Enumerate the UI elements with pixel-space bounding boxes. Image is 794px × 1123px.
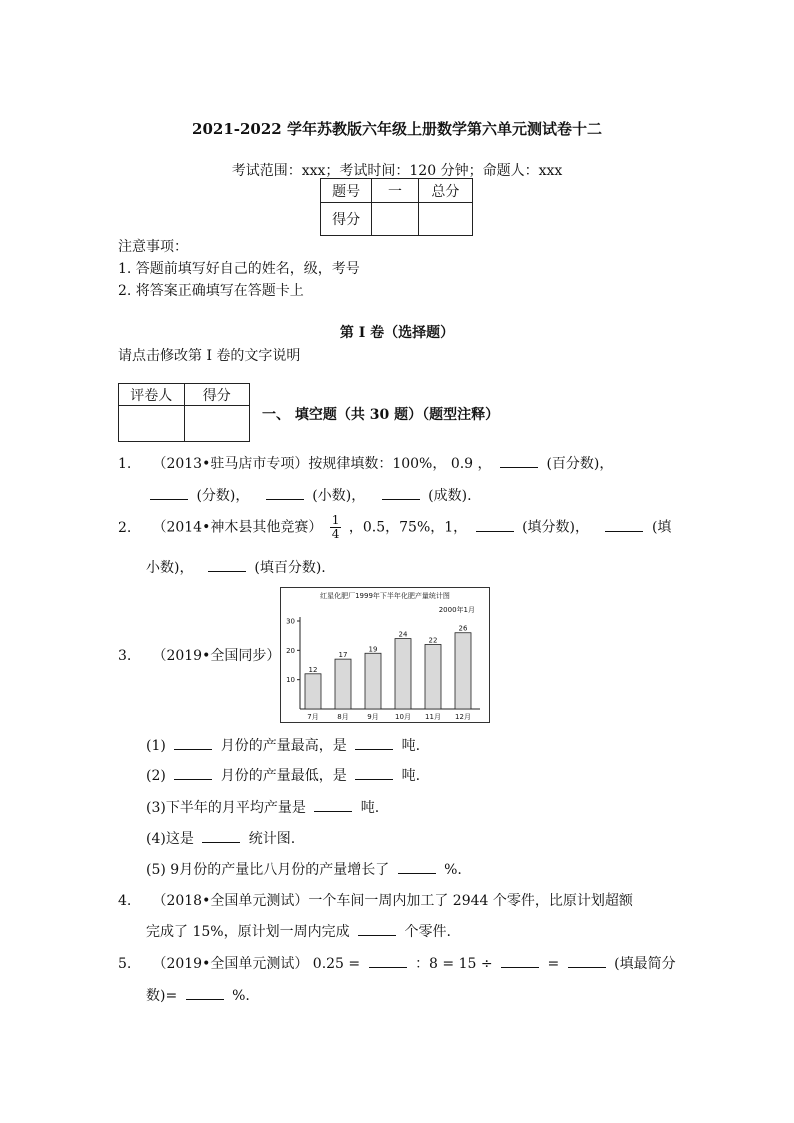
question-text: (成数). bbox=[428, 488, 472, 504]
x-tick-label: 9月 bbox=[367, 713, 379, 721]
bar-value-label: 26 bbox=[458, 624, 468, 633]
notes-item: 2. 将答案正确填写在答题卡上 bbox=[118, 283, 304, 299]
question-number: 4. bbox=[118, 893, 132, 909]
answer-blank[interactable] bbox=[208, 557, 246, 572]
question-text: 个零件. bbox=[404, 924, 451, 940]
question-2-line1 bbox=[118, 514, 671, 541]
answer-blank[interactable] bbox=[174, 735, 212, 750]
question-text: 完成了 15%，原计划一周内完成 bbox=[146, 924, 350, 940]
score-cell[interactable] bbox=[372, 203, 418, 236]
y-tick-label: 20 bbox=[286, 646, 295, 655]
question-text: (5) 9月份的产量比八月份的产量增长了 bbox=[146, 862, 390, 878]
question-text: (填最简分 bbox=[614, 956, 676, 972]
y-tick-label: 10 bbox=[286, 676, 295, 685]
section-title: 第 I 卷（选择题） bbox=[339, 325, 455, 341]
score-header-cell: 一 bbox=[372, 179, 418, 203]
question-text: 数)= bbox=[146, 988, 178, 1004]
score-header-cell: 题号 bbox=[321, 179, 372, 203]
question-number: 5. bbox=[118, 956, 132, 972]
answer-blank[interactable] bbox=[605, 517, 643, 532]
question-text: %. bbox=[232, 988, 250, 1004]
bar-value-label: 12 bbox=[308, 665, 318, 674]
question-number: 2. bbox=[118, 519, 132, 536]
y-tick-label: 30 bbox=[286, 617, 295, 626]
grader-cell[interactable] bbox=[184, 406, 250, 442]
x-tick-label: 12月 bbox=[455, 713, 471, 721]
question-text: （2014•神木县其他竞赛） bbox=[152, 519, 323, 536]
score-header-cell: 总分 bbox=[418, 179, 472, 203]
question-text: (2) bbox=[146, 768, 166, 784]
bar-value-label: 17 bbox=[338, 651, 348, 660]
question-text: （2013•驻马店市专项）按规律填数：100%， 0.9 ， bbox=[152, 456, 492, 472]
question-text: (分数)， bbox=[196, 488, 250, 504]
question-3-sub3 bbox=[146, 797, 379, 817]
question-2-line2 bbox=[146, 557, 326, 577]
question-text: ：8 = 15 ÷ bbox=[415, 956, 493, 972]
question-3-sub5 bbox=[146, 859, 462, 879]
part-title: 一、 填空题（共 30 题）（题型注释） bbox=[262, 407, 500, 423]
answer-blank[interactable] bbox=[382, 485, 420, 500]
bar bbox=[455, 633, 471, 709]
notes-item: 1. 答题前填写好自己的姓名，级，考号 bbox=[118, 261, 360, 277]
bar bbox=[335, 659, 351, 709]
answer-blank[interactable] bbox=[355, 765, 393, 780]
bar bbox=[305, 674, 321, 709]
question-text: (填百分数). bbox=[254, 560, 326, 576]
question-3-sub1 bbox=[146, 735, 420, 755]
question-text: ，0.5，75%，1， bbox=[348, 519, 468, 536]
question-text: 月份的产量最高，是 bbox=[220, 738, 347, 754]
answer-blank[interactable] bbox=[568, 953, 606, 968]
fraction-numerator: 1 bbox=[331, 513, 340, 527]
question-text: (百分数)， bbox=[546, 456, 614, 472]
question-5-line2 bbox=[146, 985, 250, 1005]
question-text: （2019•全国同步） bbox=[152, 648, 281, 664]
question-text: 月份的产量最低，是 bbox=[220, 768, 347, 784]
question-text: 统计图. bbox=[248, 831, 296, 847]
question-text: (4)这是 bbox=[146, 831, 194, 847]
answer-blank[interactable] bbox=[355, 735, 393, 750]
bar bbox=[365, 653, 381, 709]
answer-blank[interactable] bbox=[186, 985, 224, 1000]
answer-blank[interactable] bbox=[202, 828, 240, 843]
answer-blank[interactable] bbox=[500, 453, 538, 468]
question-text: (小数)， bbox=[312, 488, 366, 504]
question-1-line2 bbox=[146, 485, 472, 505]
question-text: （2019•全国单元测试） 0.25 = bbox=[152, 956, 361, 972]
bar bbox=[395, 639, 411, 709]
question-number: 1. bbox=[118, 456, 132, 472]
bar-value-label: 24 bbox=[398, 630, 408, 639]
fraction-denominator: 4 bbox=[331, 527, 340, 541]
question-4-line1 bbox=[118, 890, 633, 910]
question-text: (3)下半年的月平均产量是 bbox=[146, 800, 306, 816]
question-number: 3. bbox=[118, 648, 132, 664]
question-4-line2 bbox=[146, 921, 451, 941]
answer-blank[interactable] bbox=[501, 953, 539, 968]
notes-heading: 注意事项： bbox=[118, 239, 188, 255]
answer-blank[interactable] bbox=[266, 485, 304, 500]
question-text: 吨. bbox=[401, 738, 421, 754]
page-title: 2021-2022 学年苏教版六年级上册数学第六单元测试卷十二 bbox=[192, 120, 602, 138]
bar-chart bbox=[280, 587, 490, 723]
grader-header-cell: 评卷人 bbox=[119, 384, 185, 406]
bar-value-label: 19 bbox=[368, 645, 378, 654]
question-text: = bbox=[547, 956, 560, 972]
answer-blank[interactable] bbox=[150, 485, 188, 500]
grader-header-cell: 得分 bbox=[184, 384, 250, 406]
score-table bbox=[320, 178, 473, 236]
answer-blank[interactable] bbox=[358, 921, 396, 936]
x-tick-label: 10月 bbox=[395, 713, 411, 721]
question-text: %. bbox=[444, 862, 462, 878]
question-text: 吨. bbox=[360, 800, 380, 816]
grader-table bbox=[118, 383, 250, 442]
bar bbox=[425, 644, 441, 709]
section-description[interactable]: 请点击修改第 I 卷的文字说明 bbox=[118, 348, 301, 364]
question-text: (1) bbox=[146, 738, 166, 754]
x-tick-label: 8月 bbox=[337, 713, 349, 721]
question-text: 小数)， bbox=[146, 560, 194, 576]
answer-blank[interactable] bbox=[476, 517, 514, 532]
question-3-sub4 bbox=[146, 828, 295, 848]
answer-blank[interactable] bbox=[174, 765, 212, 780]
chart-plot bbox=[286, 617, 480, 721]
exam-info: 考试范围：xxx；考试时间：120 分钟；命题人：xxx bbox=[231, 163, 563, 179]
x-tick-label: 7月 bbox=[307, 713, 319, 721]
question-text: 吨. bbox=[401, 768, 421, 784]
chart-subtitle: 2000年1月 bbox=[438, 606, 475, 614]
answer-blank[interactable] bbox=[314, 797, 352, 812]
question-1-line1 bbox=[118, 453, 613, 473]
question-5-line1 bbox=[118, 953, 676, 973]
grader-cell[interactable] bbox=[119, 406, 185, 442]
answer-blank[interactable] bbox=[369, 953, 407, 968]
score-row-label: 得分 bbox=[321, 203, 372, 236]
answer-blank[interactable] bbox=[398, 859, 436, 874]
bar-value-label: 22 bbox=[428, 636, 438, 645]
chart-title: 红星化肥厂1999年下半年化肥产量统计图 bbox=[320, 592, 450, 600]
question-text: (填 bbox=[651, 519, 672, 536]
question-3-line1 bbox=[118, 645, 280, 665]
question-text: （2018•全国单元测试）一个车间一周内加工了 2944 个零件，比原计划超额 bbox=[152, 893, 633, 909]
fraction bbox=[330, 514, 342, 541]
x-tick-label: 11月 bbox=[425, 713, 441, 721]
question-text: (填分数)， bbox=[522, 519, 590, 536]
score-cell[interactable] bbox=[418, 203, 472, 236]
question-3-sub2 bbox=[146, 765, 420, 785]
